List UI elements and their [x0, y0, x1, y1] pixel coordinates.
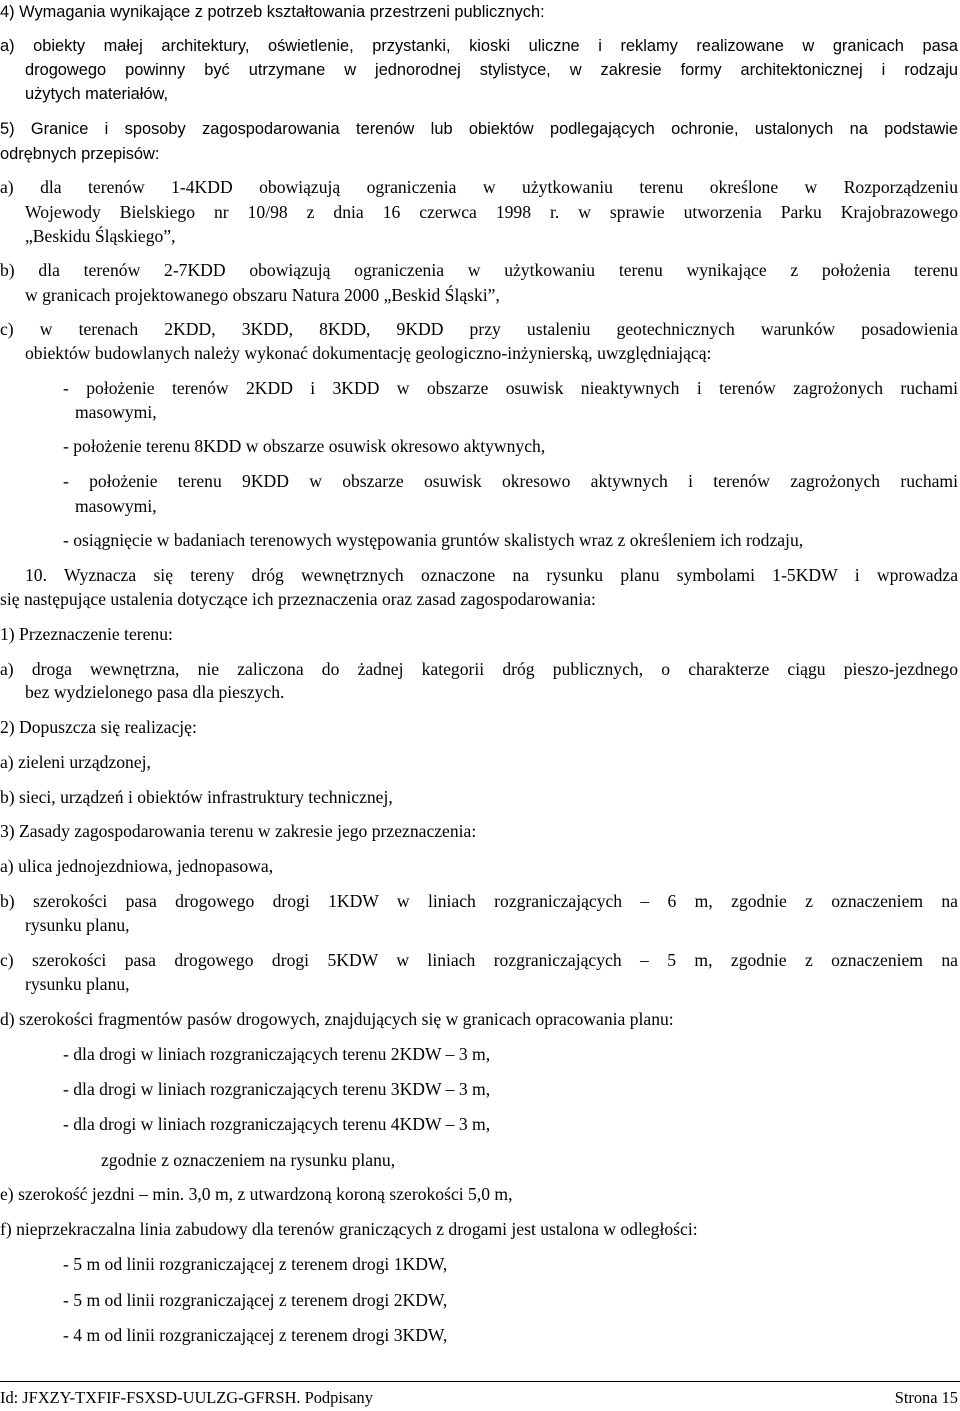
item-1-heading: 1) Przeznaczenie terenu:: [0, 624, 173, 644]
item-3a: a) ulica jednojezdniowa, jednopasowa,: [0, 856, 274, 876]
item-3f: f) nieprzekraczalna linia zabudowy dla terenów graniczących z drogami jest ustalona w odległości:: [0, 1219, 698, 1239]
paragraph-5a-line3: „Beskidu Śląskiego”,: [25, 226, 176, 246]
paragraph-5b-line2: w granicach projektowanego obszaru Natura 2000 „Beskid Śląski”,: [25, 285, 500, 305]
paragraph-5b-line1: b) dla terenów 2-7KDD obowiązują ograniczenia w użytkowaniu terenu wynikające z położenia terenu: [0, 260, 958, 280]
dash-item-9kdd-line2: masowymi,: [75, 496, 157, 516]
item-3-heading: 3) Zasady zagospodarowania terenu w zakresie jego przeznaczenia:: [0, 821, 477, 841]
item-3e: e) szerokość jezdni – min. 3,0 m, z utwardzoną koroną szerokości 5,0 m,: [0, 1184, 513, 1204]
paragraph-5c-line1: c) w terenach 2KDD, 3KDD, 8KDD, 9KDD przy ustaleniu geotechnicznych warunków posadowienia: [0, 319, 958, 339]
dash-item-note: zgodnie z oznaczeniem na rysunku planu,: [101, 1150, 396, 1170]
section-10-line2: się następujące ustalenia dotyczące ich przeznaczenia oraz zasad zagospodarowania:: [0, 589, 596, 609]
footer-rule: [0, 1381, 960, 1382]
item-3c-line1: c) szerokości pasa drogowego drogi 5KDW w liniach rozgraniczających – 5 m, zgodnie z oznaczeniem na: [0, 950, 958, 970]
paragraph-4a-line1: a) obiekty małej architektury, oświetlenie, przystanki, kioski uliczne i reklamy realizowane w granicach pasa: [0, 37, 958, 55]
dash-item-3kdw-line: - 4 m od linii rozgraniczającej z terenem drogi 3KDW,: [63, 1325, 448, 1345]
section-5-heading-line1: 5) Granice i sposoby zagospodarowania terenów lub obiektów podlegających ochronie, ustalonych na podstawie: [0, 120, 958, 138]
footer-page-number: Strona 15: [894, 1388, 958, 1407]
dash-item-8kdd: - położenie terenu 8KDD w obszarze osuwisk okresowo aktywnych,: [63, 436, 546, 456]
dash-item-3kdw: - dla drogi w liniach rozgraniczających terenu 3KDW – 3 m,: [63, 1079, 491, 1099]
dash-item-2kdw-line: - 5 m od linii rozgraniczającej z terenem drogi 2KDW,: [63, 1290, 448, 1310]
dash-item-1kdw: - 5 m od linii rozgraniczającej z terenem drogi 1KDW,: [63, 1254, 448, 1274]
item-2b: b) sieci, urządzeń i obiektów infrastruktury technicznej,: [0, 787, 393, 807]
dash-item-2kdd-line2: masowymi,: [75, 402, 157, 422]
item-3d: d) szerokości fragmentów pasów drogowych, znajdujących się w granicach opracowania planu:: [0, 1009, 674, 1029]
dash-item-9kdd-line1: - położenie terenu 9KDD w obszarze osuwisk okresowo aktywnych i terenów zagrożonych ruchami: [63, 471, 958, 491]
dash-item-2kdw: - dla drogi w liniach rozgraniczających terenu 2KDW – 3 m,: [63, 1044, 491, 1064]
section-10-line1: 10. Wyznacza się tereny dróg wewnętrznych oznaczone na rysunku planu symbolami 1-5KDW i wprowadza: [25, 565, 958, 585]
item-1a-line2: bez wydzielonego pasa dla pieszych.: [25, 682, 285, 702]
paragraph-4a-line2: drogowego powinny być utrzymane w jednorodnej stylistyce, w zakresie formy architektonicznej i rodzaju: [25, 61, 958, 79]
paragraph-5a-line1: a) dla terenów 1-4KDD obowiązują ograniczenia w użytkowaniu terenu określone w Rozporządzeniu: [0, 177, 958, 197]
item-3b-line2: rysunku planu,: [25, 915, 130, 935]
item-2-heading: 2) Dopuszcza się realizację:: [0, 717, 197, 737]
footer-document-id: Id: JFXZY-TXFIF-FSXSD-UULZG-GFRSH. Podpisany: [0, 1388, 373, 1407]
paragraph-5c-line2: obiektów budowlanych należy wykonać dokumentację geologiczno-inżynierską, uwzględniającą:: [25, 343, 712, 363]
dash-item-rock: - osiągnięcie w badaniach terenowych występowania gruntów skalistych wraz z określeniem ich rodzaju,: [63, 530, 804, 550]
paragraph-5a-line2: Wojewody Bielskiego nr 10/98 z dnia 16 czerwca 1998 r. w sprawie utworzenia Parku Krajobrazowego: [25, 202, 958, 222]
dash-item-4kdw: - dla drogi w liniach rozgraniczających terenu 4KDW – 3 m,: [63, 1114, 491, 1134]
item-2a: a) zieleni urządzonej,: [0, 752, 151, 772]
item-3c-line2: rysunku planu,: [25, 974, 130, 994]
section-5-heading-line2: odrębnych przepisów:: [0, 145, 160, 163]
item-3b-line1: b) szerokości pasa drogowego drogi 1KDW w liniach rozgraniczających – 6 m, zgodnie z oznaczeniem na: [0, 891, 958, 911]
paragraph-4a-line3: użytych materiałów,: [25, 85, 169, 103]
item-1a-line1: a) droga wewnętrzna, nie zaliczona do żadnej kategorii dróg publicznych, o charakterze ciągu pieszo-jezdnego: [0, 659, 958, 679]
dash-item-2kdd-line1: - położenie terenów 2KDD i 3KDD w obszarze osuwisk nieaktywnych i terenów zagrożonych ruchami: [63, 378, 958, 398]
section-4-heading: 4) Wymagania wynikające z potrzeb kształtowania przestrzeni publicznych:: [0, 3, 545, 21]
